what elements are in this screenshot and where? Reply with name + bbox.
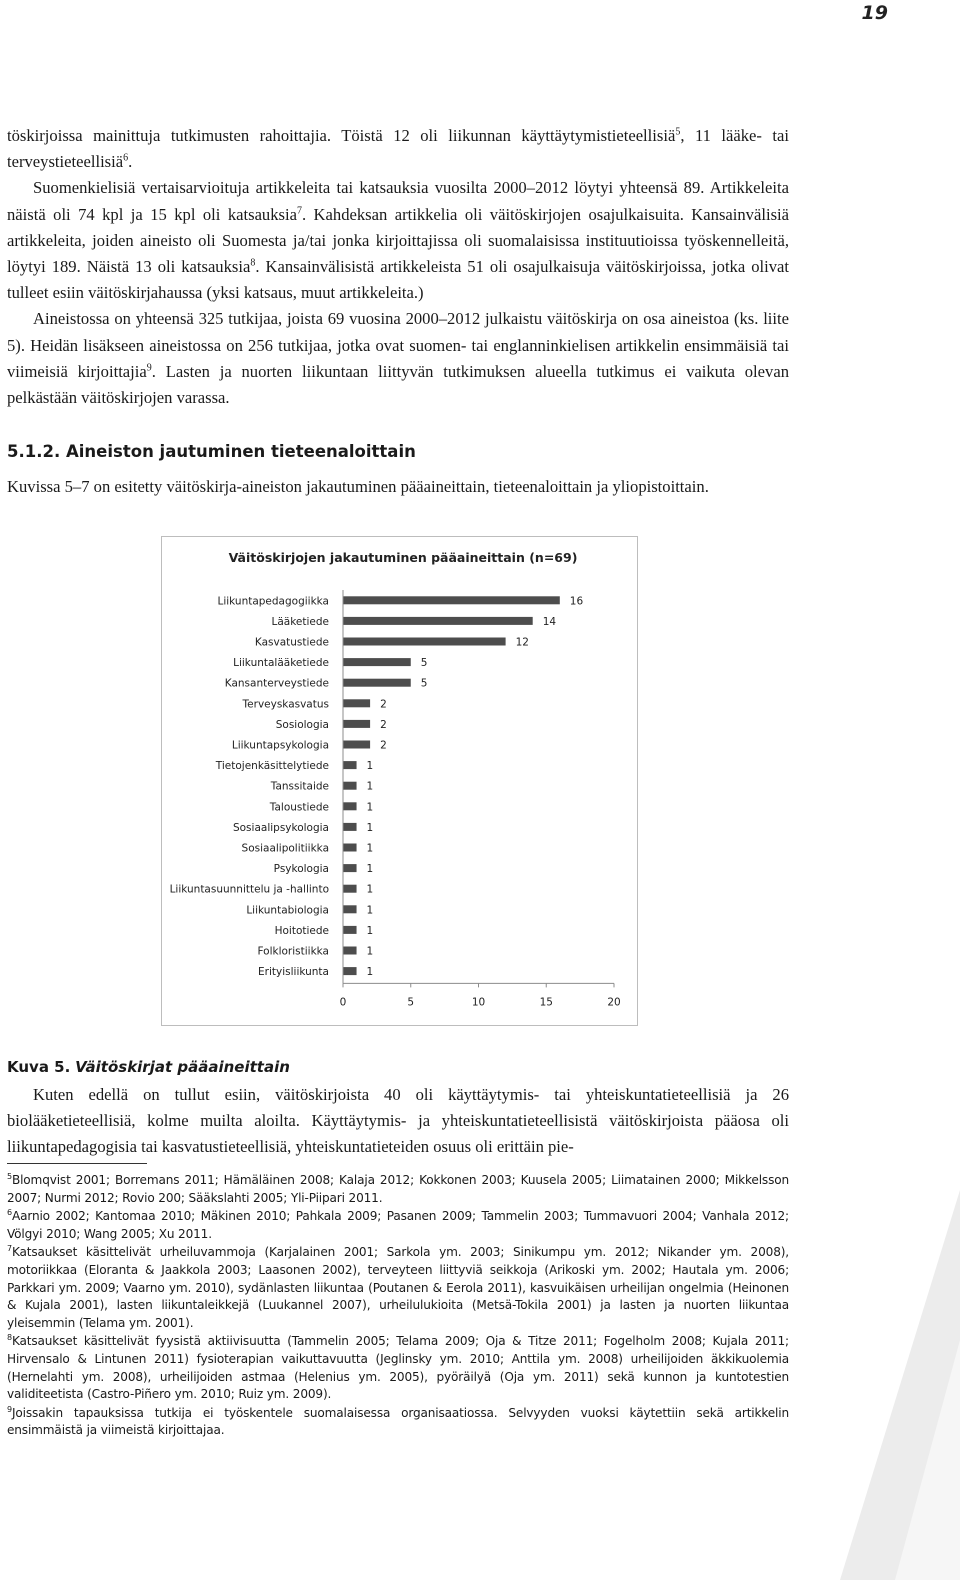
x-tick-label: 0 xyxy=(339,996,347,1009)
page-number: 19 xyxy=(861,2,888,24)
category-label: Sosiaalipolitiikka xyxy=(241,842,329,855)
body-text-top xyxy=(7,123,789,411)
footnote-number: 8 xyxy=(7,1333,12,1343)
value-label: 16 xyxy=(569,595,584,608)
value-label: 1 xyxy=(366,760,374,773)
category-label: Psykologia xyxy=(273,863,329,876)
category-label: Liikuntabiologia xyxy=(246,904,329,917)
paragraph-1: töskirjoissa mainittuja tutkimusten rahoittajia. Töistä 12 oli liikunnan käyttäytymistieteellisiä$^5$, 11 lääke- tai terveystieteellisiä$^6$. xyxy=(7,126,789,172)
bar xyxy=(343,885,357,893)
value-label: 1 xyxy=(366,904,374,917)
chart-canvas xyxy=(162,537,637,1025)
value-label: 1 xyxy=(366,863,374,876)
bar xyxy=(343,658,411,666)
category-label: Liikuntapsykologia xyxy=(231,739,329,752)
bar xyxy=(343,967,357,975)
category-label: Kansanterveystiede xyxy=(224,677,329,690)
paragraph-5: Kuten edellä on tullut esiin, väitöskirjoista 40 oli käyttäytymis- tai yhteiskuntatieteellisiä ja 26 biolääketieteellisiä, kolme muilta aloilta. Käyttäytymis- ja yhteiskuntatieteellisistä väitöskirjoista pääosa oli liikuntapedagogisia tai kasvatustieteellisiä, yhteiskuntatieteiden osuus oli erittäin pie- xyxy=(7,1085,789,1157)
caption-text: Väitöskirjat pääaineittain xyxy=(75,1058,290,1076)
bar xyxy=(343,823,357,831)
bar xyxy=(343,844,357,852)
bar xyxy=(343,947,357,955)
footnote-number: 9 xyxy=(7,1404,12,1414)
category-label: Terveyskasvatus xyxy=(242,698,329,711)
footnote-text: Katsaukset käsittelivät urheiluvammoja (Karjalainen 2001; Sarkola ym. 2003; Sinikumpu ym. 2012; Nikander ym. 2008), motoriikkaa (Eloranta & Jaakkola 2003; Laasonen 2002), terveyteen liittyviä seikkoja (Arikoski ym. 2002; Hautala ym. 2006; Parkkari ym. 2009; Vaarno ym. 2010), sydänlasten liikuntaa (Poutanen & Eerola 2011), kasvuikäisen urheilijan ongelmia (Heinonen & Kujala 2001), lasten liikuntaleikkejä (Luukannel 2007), urheilulukioita (Metsä-Tokila 2001) ja lasten ja nuorten liikuntaa yleisemmin (Telama ym. 2001). xyxy=(7,1245,789,1330)
section-number: 5.1.2. xyxy=(7,442,61,461)
x-tick-label: 5 xyxy=(407,996,415,1009)
value-label: 1 xyxy=(366,924,374,937)
section-title: Aineiston jautuminen tieteenaloittain xyxy=(66,442,416,461)
value-label: 12 xyxy=(515,636,529,649)
footnote-number: 6 xyxy=(7,1208,12,1218)
x-tick-label: 20 xyxy=(607,996,621,1009)
bar xyxy=(343,864,357,872)
chart-title: Väitöskirjojen jakautuminen pääaineittain (n=69) xyxy=(228,550,578,565)
value-label: 14 xyxy=(542,615,557,628)
value-label: 1 xyxy=(366,966,374,979)
paragraph-4: Kuvissa 5–7 on esitetty väitöskirja-aineiston jakautuminen pääaineittain, tieteenaloittain ja yliopistoittain. xyxy=(7,477,709,496)
value-label: 1 xyxy=(366,801,374,814)
bar xyxy=(343,802,357,810)
footnote-divider xyxy=(7,1163,147,1164)
value-label: 1 xyxy=(366,945,374,958)
value-label: 2 xyxy=(380,718,387,731)
body-text-intro xyxy=(7,474,789,500)
category-label: Sosiaalipsykologia xyxy=(232,821,329,834)
value-label: 1 xyxy=(366,883,374,896)
category-label: Hoitotiede xyxy=(274,924,329,937)
footnote-text: Blomqvist 2001; Borremans 2011; Hämäläinen 2008; Kalaja 2012; Kokkonen 2003; Kuusela 2005; Liimatainen 2000; Mikkelsson 2007; Nurmi 2012; Rovio 200; Sääkslahti 2005; Yli-Piipari 2011. xyxy=(7,1173,789,1205)
x-tick-label: 15 xyxy=(539,996,553,1009)
category-label: Taloustiede xyxy=(269,801,329,814)
caption-label: Kuva 5. xyxy=(7,1058,71,1076)
bar xyxy=(343,617,533,625)
bar xyxy=(343,720,370,728)
category-label: Liikuntapedagogiikka xyxy=(217,595,329,608)
bar xyxy=(343,782,357,790)
figure-caption xyxy=(7,1058,290,1076)
value-label: 5 xyxy=(420,677,428,690)
category-label: Folkloristiikka xyxy=(257,945,329,958)
footnote-text: Katsaukset käsittelivät fyysistä aktiivisuutta (Tammelin 2005; Telama 2009; Oja & Titze 2011; Fogelholm 2008; Kujala 2011; Hirvensalo & Lintunen 2011) fysioterapian vaikuttavuutta (Jeglinsky ym. 2010; Anttila ym. 2008) urheilijoiden äkkikuolemia (Hernelahti ym. 2008), urheilijoiden astmaa (Helenius ym. 2005), pyöräilyä (Oja ym. 2011) sekä kunnon ja kuntotestien validiteetista (Castro-Piñero ym. 2010; Ruiz ym. 2009). xyxy=(7,1334,789,1402)
value-label: 1 xyxy=(366,821,374,834)
section-heading xyxy=(7,442,416,461)
bar xyxy=(343,761,357,769)
footnote-8 xyxy=(7,1333,789,1403)
category-label: Lääketiede xyxy=(271,615,329,628)
x-tick-label: 10 xyxy=(471,996,486,1009)
category-label: Sosiologia xyxy=(275,718,329,731)
bar xyxy=(343,926,357,934)
paragraph-2: Suomenkielisiä vertaisarvioituja artikkeleita tai katsauksia vuosilta 2000–2012 löytyi yhteensä 89. Artikkeleita näistä oli 74 kpl ja 15 kpl oli katsauksia$^7$. Kahdeksan artikkelia oli väitöskirjojen osajulkaisuita. Kansainvälisiä artikkeleita, joiden aineisto oli Suomesta ja/tai jonka kirjoittajissa oli suomalaisissa instituutioissa työskennelleitä, löytyi 189. Näistä 13 oli katsauksia$^8$. Kansainvälisistä artikkeleista 51 oli osajulkaisuja väitöskirjoissa, jotka olivat tulleet esiin väitöskirjahaussa (yksi katsaus, muut artikkeleita.) xyxy=(7,178,789,303)
footnote-5 xyxy=(7,1172,789,1207)
footnote-9 xyxy=(7,1405,789,1440)
footnote-text: Aarnio 2002; Kantomaa 2010; Mäkinen 2010; Pahkala 2009; Pasanen 2009; Tammelin 2003; Tummavuori 2004; Vanhala 2012; Völgyi 2010; Wang 2005; Xu 2011. xyxy=(7,1209,789,1241)
bar xyxy=(343,638,506,646)
bar xyxy=(343,596,560,604)
footnote-6 xyxy=(7,1208,789,1243)
value-label: 1 xyxy=(366,842,374,855)
category-label: Liikuntasuunnittelu ja -hallinto xyxy=(169,883,329,896)
footnote-text: Joissakin tapauksissa tutkija ei työskentele suomalaisessa organisaatiossa. Selvyyden vuoksi käytettiin sekä artikkelin ensimmäistä ja viimeistä kirjoittajaa. xyxy=(7,1405,789,1438)
category-label: Erityisliikunta xyxy=(258,966,329,979)
bar xyxy=(343,905,357,913)
bar-chart xyxy=(161,536,638,1026)
bar xyxy=(343,699,370,707)
value-label: 5 xyxy=(420,657,428,670)
footnote-7 xyxy=(7,1244,789,1332)
footnote-number: 7 xyxy=(7,1244,12,1254)
bar xyxy=(343,679,411,687)
category-label: Kasvatustiede xyxy=(254,636,329,649)
corner-decoration xyxy=(800,1190,960,1580)
footnotes xyxy=(7,1172,789,1441)
category-label: Liikuntalääketiede xyxy=(233,657,329,670)
value-label: 2 xyxy=(380,698,387,711)
paragraph-3: Aineistossa on yhteensä 325 tutkijaa, joista 69 vuosina 2000–2012 julkaistu väitöskirja on osa aineistoa (ks. liite 5). Heidän lisäkseen aineistossa on 256 tutkijaa, jotka ovat suomen- tai englanninkielisen artikkelin ensimmäisiä tai viimeisiä kirjoittajia$^9$. Lasten ja nuorten liikuntaan liittyvän tutkimuksen alueella tutkimus ei vaikuta olevan pelkästään väitöskirjojen varassa. xyxy=(7,309,789,408)
value-label: 1 xyxy=(366,780,374,793)
body-text-bottom xyxy=(7,1082,789,1161)
value-label: 2 xyxy=(380,739,387,752)
category-label: Tietojenkäsittelytiede xyxy=(215,760,329,773)
category-label: Tanssitaide xyxy=(270,780,329,793)
footnote-number: 5 xyxy=(7,1171,12,1181)
bar xyxy=(343,741,370,749)
